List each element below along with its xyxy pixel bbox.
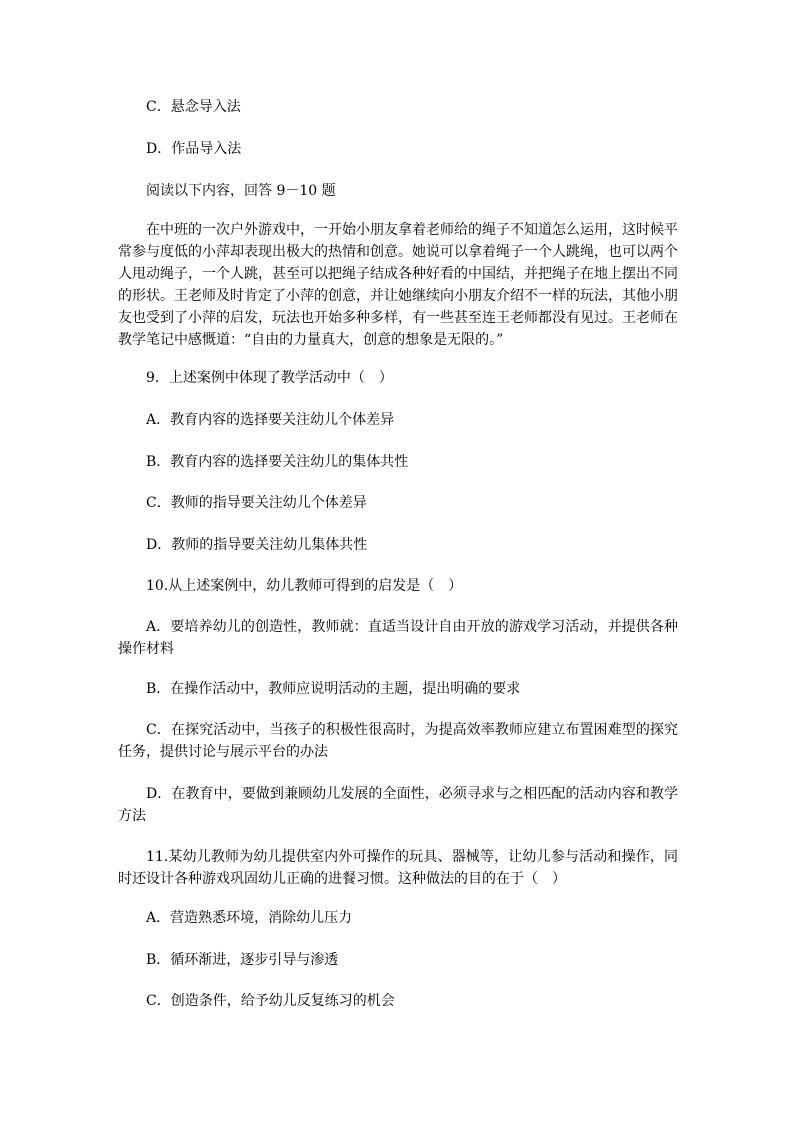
question-9-option-d: D．教师的指导要关注幼儿集体共性 <box>146 537 368 553</box>
question-10-option-d: D．在教育中，要做到兼顾幼儿发展的全面性，必须寻求与之相匹配的活动内容和教学方法 <box>118 786 678 824</box>
question-10-option-b: B．在操作活动中，教师应说明活动的主题，提出明确的要求 <box>146 681 521 697</box>
question-10-option-c: C．在探究活动中，当孩子的积极性很高时，为提高效率教师应建立布置困难型的探究任务，提供讨论与展示平台的办法 <box>118 722 678 760</box>
question-9-option-a: A．教育内容的选择要关注幼儿个体差异 <box>146 412 395 428</box>
case-paragraph: 在中班的一次户外游戏中，一开始小朋友拿着老师给的绳子不知道怎么运用，这时候平常参与度低的小萍却表现出极大的热情和创意。她说可以拿着绳子一个人跳绳，也可以两个人甩动绳子，一个人跳，甚至可以把绳子结成各种好看的中国结，并把绳子在地上摆出不同的形状。王老师及时肯定了小萍的创意，并让她继续向小朋友介绍不一样的玩法，其他小朋友也受到了小萍的启发，玩法也开始多种多样，有一些甚至连王老师都没有见过。王老师在教学笔记中感慨道：“自由的力量真大，创意的想象是无限的。” <box>118 222 678 348</box>
question-11-option-a: A．营造熟悉环境，消除幼儿压力 <box>146 910 353 926</box>
option-c-prev: C．悬念导入法 <box>146 99 241 115</box>
question-9-option-c: C．教师的指导要关注幼儿个体差异 <box>146 495 367 511</box>
option-d-prev: D．作品导入法 <box>146 141 242 157</box>
reading-instruction: 阅读以下内容，回答 9－10 题 <box>146 183 336 199</box>
question-10-option-a: A．要培养幼儿的创造性，教师就：直适当设计自由开放的游戏学习活动，并提供各种操作材料 <box>118 619 678 657</box>
question-9-stem: 9．上述案例中体现了教学活动中（ ） <box>146 370 393 386</box>
question-10-stem: 10.从上述案例中，幼儿教师可得到的启发是（ ） <box>146 578 463 594</box>
question-9-option-b: B．教育内容的选择要关注幼儿的集体共性 <box>146 454 409 470</box>
question-11-stem: 11.某幼儿教师为幼儿提供室内外可操作的玩具、器械等，让幼儿参与活动和操作，同时还设计各种游戏巩固幼儿正确的进餐习惯。这种做法的目的在于（ ） <box>118 849 678 887</box>
question-11-option-c: C．创造条件，给予幼儿反复练习的机会 <box>146 993 395 1009</box>
question-11-option-b: B．循环渐进，逐步引导与渗透 <box>146 952 339 968</box>
